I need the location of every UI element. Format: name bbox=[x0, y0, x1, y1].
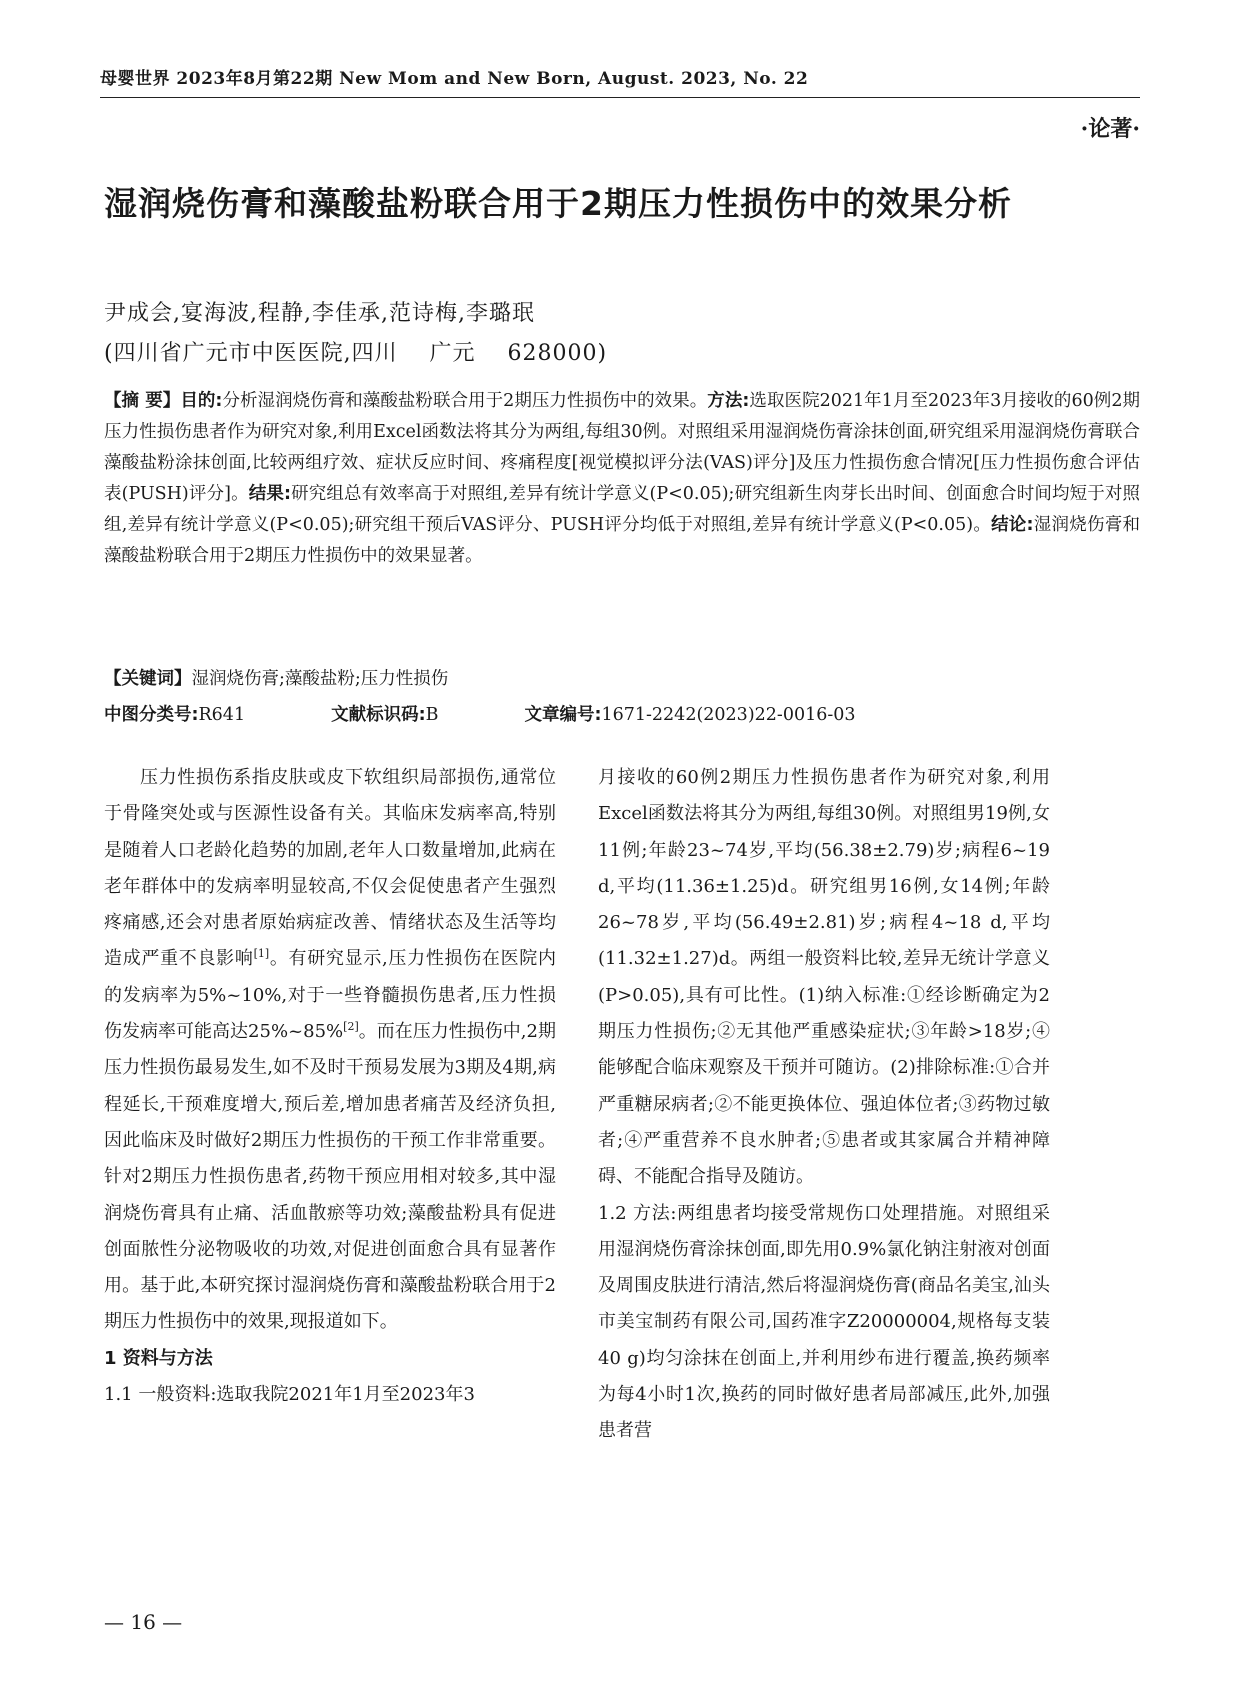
intro-text-1: 压力性损伤系指皮肤或皮下软组织局部损伤,通常位于骨隆突处或与医源性设备有关。其临床发病率高,特别是随着人口老龄化趋势的加剧,老年人口数量增加,此病在老年群体中的发病率明显较高,不仅会促使患者产生强烈疼痛感,还会对患者原始病症改善、情绪状态及生活等均造成严重不良影响 bbox=[104, 767, 556, 970]
abstract-conclusion: 湿润烧伤膏和藻酸盐粉联合用于2期压力性损伤中的效果显著。 bbox=[104, 515, 1140, 566]
abstract bbox=[104, 386, 1140, 572]
body-column-right bbox=[598, 760, 1050, 1450]
citation-2: [2] bbox=[343, 1020, 359, 1034]
clc-label: 中图分类号: bbox=[104, 705, 199, 725]
article-no-item bbox=[524, 700, 855, 731]
conclusion-label: 结论: bbox=[991, 515, 1034, 535]
affiliation: (四川省广元市中医医院,四川 广元 628000) bbox=[104, 341, 608, 366]
intro-paragraph bbox=[104, 760, 556, 1341]
section-1-2 bbox=[598, 1196, 1050, 1450]
section-1-1-start bbox=[104, 1377, 556, 1413]
authors: 尹成会,宴海波,程静,李佳承,范诗梅,李璐珉 bbox=[104, 301, 535, 326]
article-no-label: 文章编号: bbox=[524, 705, 602, 725]
abstract-objective: 分析湿润烧伤膏和藻酸盐粉联合用于2期压力性损伤中的效果。 bbox=[222, 391, 708, 411]
abstract-label: 【摘 要】 bbox=[104, 391, 181, 411]
running-head: 母婴世界 2023年8月第22期 New Mom and New Born, August. 2023, No. 22 bbox=[100, 69, 809, 89]
header-rule bbox=[100, 97, 1140, 98]
section-tag: ·论著· bbox=[1080, 116, 1140, 142]
page-number: — 16 — bbox=[104, 1610, 183, 1634]
abstract-results: 研究组总有效率高于对照组,差异有统计学意义(P<0.05);研究组新生肉芽长出时间、创面愈合时间均短于对照组,差异有统计学意义(P<0.05);研究组干预后VAS评分、PUSH评分均低于对照组,差异有统计学意义(P<0.05)。 bbox=[104, 484, 1140, 535]
section-1-2-label: 1.2 方法: bbox=[598, 1202, 677, 1224]
section-1-1-cont: 月接收的60例2期压力性损伤患者作为研究对象,利用Excel函数法将其分为两组,每组30例。对照组男19例,女11例;年龄23~74岁,平均(56.38±2.79)岁;病程6~19 d,平均(11.36±1.25)d。研究组男16例,女14例;年龄26~78岁,平均(56.49±2.81)岁;病程4~18 d,平均(11.32±1.27)d。两组一般资料比较,差异无统计学意义(P>0.05),具有可比性。(1)纳入标准:①经诊断确定为2期压力性损伤;②无其他严重感染症状;③年龄>18岁;④能够配合临床观察及干预并可随访。(2)排除标准:①合并严重糖尿病者;②不能更换体位、强迫体位者;③药物过敏者;④严重营养不良水肿者;⑤患者或其家属合并精神障碍、不能配合指导及随访。 bbox=[598, 767, 1050, 1188]
clc-value: R641 bbox=[198, 705, 246, 725]
section-heading-1: 1 资料与方法 bbox=[104, 1347, 213, 1369]
objective-label: 目的: bbox=[180, 391, 223, 411]
doc-code-label: 文献标识码: bbox=[331, 705, 426, 725]
classification-line bbox=[104, 700, 1140, 731]
intro-text-3: 。而在压力性损伤中,2期压力性损伤最易发生,如不及时干预易发展为3期及4期,病程延长,干预难度增大,预后差,增加患者痛苦及经济负担,因此临床及时做好2期压力性损伤的干预工作非常重要。针对2期压力性损伤患者,药物干预应用相对较多,其中湿润烧伤膏具有止痛、活血散瘀等功效;藻酸盐粉具有促进创面脓性分泌物吸收的功效,对促进创面愈合具有显著作用。基于此,本研究探讨湿润烧伤膏和藻酸盐粉联合用于2期压力性损伤中的效果,现报道如下。 bbox=[104, 1021, 556, 1333]
clc-item bbox=[104, 700, 245, 731]
section-1-1-text-a: 选取我院2021年1月至2023年3 bbox=[216, 1384, 475, 1406]
methods-label: 方法: bbox=[707, 391, 750, 411]
article-title: 湿润烧伤膏和藻酸盐粉联合用于2期压力性损伤中的效果分析 bbox=[104, 184, 1012, 223]
keywords bbox=[104, 664, 1140, 695]
section-1-1-label: 1.1 一般资料: bbox=[104, 1384, 217, 1406]
article-no-value: 1671-2242(2023)22-0016-03 bbox=[601, 705, 856, 725]
abstract-methods: 选取医院2021年1月至2023年3月接收的60例2期压力性损伤患者作为研究对象,利用Excel函数法将其分为两组,每组30例。对照组采用湿润烧伤膏涂抹创面,研究组采用湿润烧伤膏联合藻酸盐粉涂抹创面,比较两组疗效、症状反应时间、疼痛程度[视觉模拟评分法(VAS)评分]及压力性损伤愈合情况[压力性损伤愈合评估表(PUSH)评分]。 bbox=[104, 391, 1140, 504]
doc-code-value: B bbox=[425, 705, 439, 725]
body-column-left bbox=[104, 760, 556, 1413]
section-1-2-text: 两组患者均接受常规伤口处理措施。对照组采用湿润烧伤膏涂抹创面,即先用0.9%氯化钠注射液对创面及周围皮肤进行清洁,然后将湿润烧伤膏(商品名美宝,汕头市美宝制药有限公司,国药准字Z20000004,规格每支装40 g)均匀涂抹在创面上,并利用纱布进行覆盖,换药频率为每4小时1次,换药的同时做好患者局部减压,此外,加强患者营 bbox=[598, 1202, 1050, 1442]
intro-text-2: 。有研究显示,压力性损伤在医院内的发病率为5%~10%,对于一些脊髓损伤患者,压力性损伤发病率可能高达25%~85% bbox=[104, 948, 556, 1043]
citation-1: [1] bbox=[253, 947, 270, 961]
doc-code-item bbox=[331, 700, 438, 731]
keywords-text: 湿润烧伤膏;藻酸盐粉;压力性损伤 bbox=[191, 669, 449, 689]
keywords-label: 【关键词】 bbox=[104, 669, 192, 689]
results-label: 结果: bbox=[248, 484, 292, 504]
